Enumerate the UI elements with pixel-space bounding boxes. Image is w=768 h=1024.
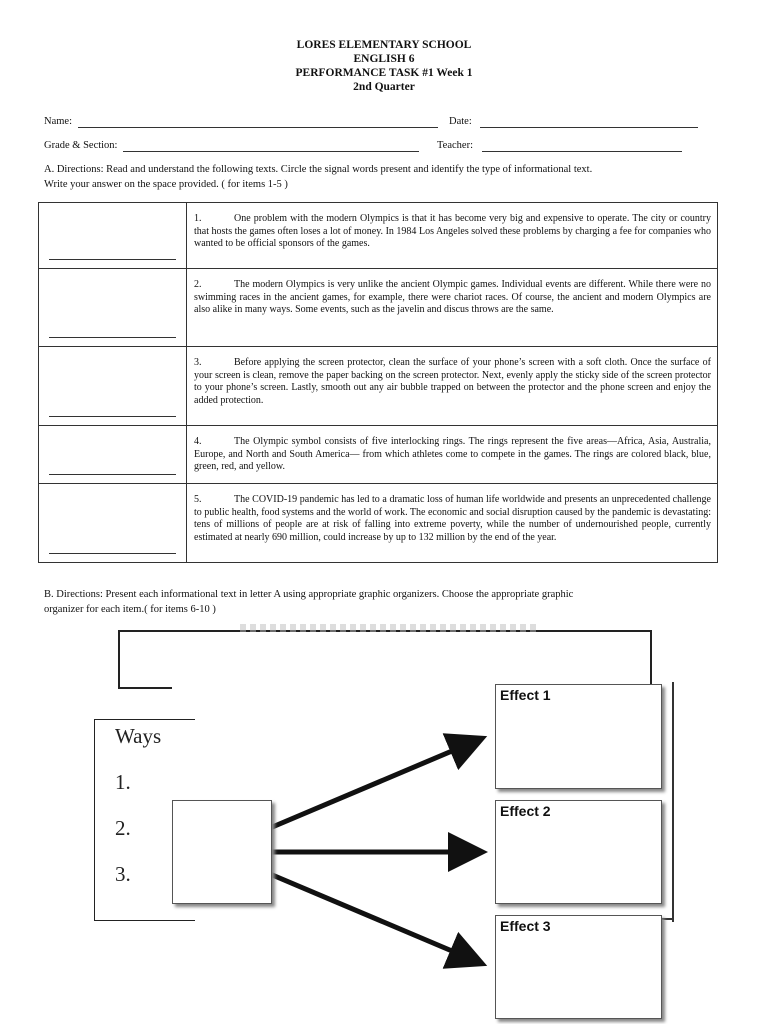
effect-3-box[interactable] [495, 915, 662, 1019]
school-name: LORES ELEMENTARY SCHOOL [296, 39, 472, 51]
name-field[interactable] [44, 116, 438, 128]
name-blank[interactable] [78, 116, 438, 128]
item-number: 3. [194, 357, 202, 368]
items-table [38, 202, 718, 563]
grade-section-blank[interactable] [123, 140, 419, 152]
table-row [39, 203, 718, 269]
ways-item-1: 1. [115, 770, 131, 794]
item-text: Before applying the screen protector, clean the surface of your phone’s screen with a soft cloth. Once the surface of your screen is clean, remove the paper backing on the screen protector. Next, evenly apply the sticky side of the screen protector to your phone’s screen. Lastly, smooth out any air bubble trapped on between the protector and the phone screen and enjoy the added protection. [194, 357, 711, 406]
effect-1-box[interactable] [495, 684, 662, 789]
item-text-cell [187, 347, 718, 426]
teacher-blank[interactable] [482, 140, 682, 152]
item-text: One problem with the modern Olympics is that it has become very big and expensive to operate. The city or country that hosts the games often loses a lot of money. In 1984 Los Angeles solved these problems by charging a fee for companies who wanted to be official sponsors of the games. [194, 213, 711, 250]
item-text: The Olympic symbol consists of five interlocking rings. The rings represent the five areas—Africa, Asia, Australia, Europe, and North and South America— from which athletes come to compete in the games. The rings are colored black, blue, green, red, and yellow. [194, 436, 711, 473]
effect-1-label: Effect 1 [500, 687, 551, 703]
answer-cell-3[interactable] [39, 347, 187, 426]
table-row [39, 484, 718, 563]
answer-blank[interactable] [49, 337, 176, 338]
part-b-directions-line2: organizer for each item.( for items 6-10 ) [44, 604, 216, 615]
table-row [39, 269, 718, 347]
answer-blank[interactable] [49, 259, 176, 260]
ways-item-2: 2. [115, 816, 131, 840]
answer-cell-1[interactable] [39, 203, 187, 269]
subject: ENGLISH 6 [353, 53, 415, 65]
graphic-organizer-area [0, 622, 768, 1024]
item-text-cell [187, 484, 718, 563]
date-field[interactable] [449, 116, 698, 128]
date-blank[interactable] [480, 116, 698, 128]
table-row [39, 347, 718, 426]
item-text: The COVID-19 pandemic has led to a dramatic loss of human life worldwide and presents an unprecedented challenge to public health, food systems and the world of work. The economic and social disruption caused by the pandemic is devastating: tens of millions of people are at risk of falling into extreme poverty, while the number of undernourished people, currently estimated at nearly 690 million, could increase by up to 132 million by the end of the year. [194, 494, 711, 543]
answer-cell-5[interactable] [39, 484, 187, 563]
effect-3-label: Effect 3 [500, 918, 551, 934]
part-a-directions [44, 162, 734, 192]
item-text-cell [187, 203, 718, 269]
arrow-to-effect-1 [270, 740, 478, 828]
quarter: 2nd Quarter [353, 81, 415, 93]
item-number: 5. [194, 494, 202, 505]
answer-cell-4[interactable] [39, 426, 187, 484]
name-label: Name: [44, 116, 72, 127]
effect-2-box[interactable] [495, 800, 662, 904]
grade-section-field[interactable] [44, 140, 419, 152]
table-row [39, 426, 718, 484]
task-title: PERFORMANCE TASK #1 Week 1 [295, 67, 473, 79]
effect-2-label: Effect 2 [500, 803, 551, 819]
teacher-field[interactable] [437, 140, 682, 152]
answer-cell-2[interactable] [39, 269, 187, 347]
item-text-cell [187, 269, 718, 347]
ways-title: Ways [115, 724, 162, 748]
item-text: The modern Olympics is very unlike the ancient Olympic games. Individual events are different. While there were no swimming races in the ancient games, for example, there were chariot races. Of course, the ancient and modern Olympics are also alike in many ways. Some events, such as the javelin and discus throws are the same. [194, 279, 711, 316]
answer-blank[interactable] [49, 416, 176, 417]
part-b-directions-line1: B. Directions: Present each informational text in letter A using appropriate graphic organizers. Choose the appropriate graphic [44, 589, 574, 600]
arrow-to-effect-3 [270, 874, 478, 962]
item-number: 2. [194, 279, 202, 290]
answer-blank[interactable] [49, 553, 176, 554]
item-text-cell [187, 426, 718, 484]
date-label: Date: [449, 116, 472, 127]
part-b-directions [44, 587, 734, 617]
grade-section-label: Grade & Section: [44, 140, 118, 151]
ways-item-3: 3. [115, 862, 131, 886]
answer-blank[interactable] [49, 474, 176, 475]
part-a-directions-line2: Write your answer on the space provided. ( for items 1-5 ) [44, 179, 288, 190]
worksheet-header [0, 38, 768, 94]
cause-box[interactable] [172, 800, 272, 904]
teacher-label: Teacher: [437, 140, 473, 151]
item-number: 4. [194, 436, 202, 447]
item-number: 1. [194, 213, 202, 224]
part-a-directions-line1: A. Directions: Read and understand the following texts. Circle the signal words present and identify the type of informational text. [44, 164, 593, 175]
